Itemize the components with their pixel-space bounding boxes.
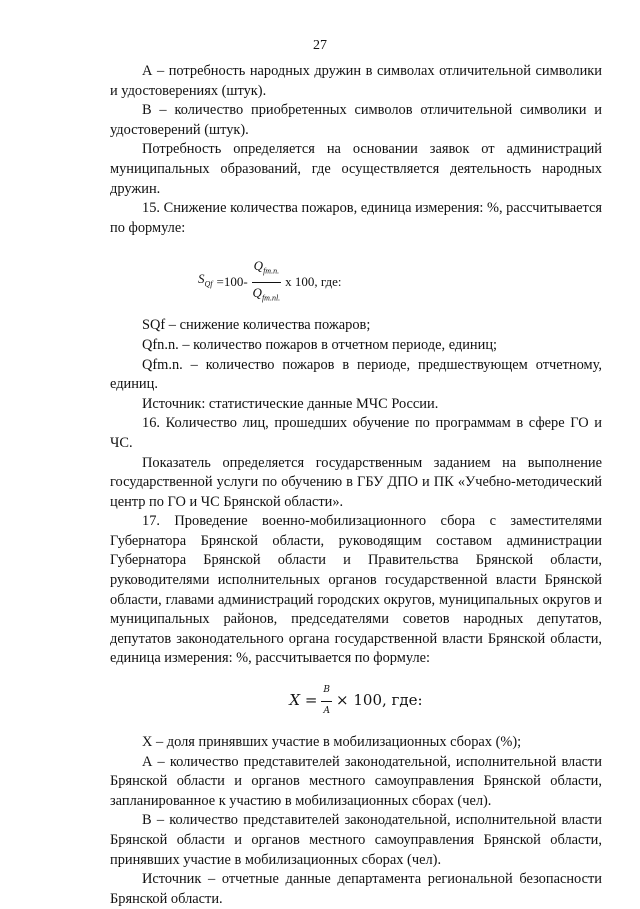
formula-eq: =100- — [216, 274, 248, 290]
source-mchs: Источник: статистические данные МЧС России. — [142, 395, 439, 412]
formula-fraction: $\frac{Q_{fm.n.}}{Q_{fm.nl.}}$ — [252, 258, 281, 303]
definition-qfmn: Qfm.n. – количество пожаров в периоде, предшествующем отчетному, единиц. — [110, 356, 602, 393]
definition-x: Х – доля принявших участие в мобилизационных сборах (%); — [142, 734, 522, 751]
paragraph-a-need: А – потребность народных дружин в символах отличительной символики и удостоверениях (штук). — [110, 63, 602, 99]
paragraph-item-16: 16. Количество лиц, прошедших обучение по программам в сфере ГО и ЧС. — [110, 415, 602, 451]
definition-sqf: SQf – снижение количества пожаров; — [142, 317, 371, 334]
fire-reduction-formula — [110, 250, 602, 308]
paragraph-state-task: Показатель определяется государственным заданием на выполнение государственной услуги по обучению в ГБУ ДПО и ПК «Учебно-методический центр по ГО и ЧС Брянской области». — [110, 454, 602, 510]
paragraph-b-purchased: В – количество приобретенных символов отличительной символики и удостоверений (штук). — [110, 102, 602, 138]
paragraph-need-basis: Потребность определяется на основании заявок от администраций муниципальных образований, где осуществляется деятельность народных дружин. — [110, 141, 602, 197]
document-body — [110, 62, 602, 909]
definition-qfnn: Qfn.n. – количество пожаров в отчетном периоде, единиц; — [142, 336, 498, 353]
paragraph-item-17: 17. Проведение военно-мобилизационного сбора с заместителями Губернатора Брянской области, руководящим составом администрации Губернатора Брянской области и Правительства Брянской области, руководителями исполнительных органов государственной власти Брянской области, главами администраций городских округов, муниципальных округов и муниципальных районов, председателями советов народных депутатов, депутатов законодательного органа государственной власти Брянской области, единица измерения: %, рассчитывается по формуле: — [110, 513, 602, 667]
paragraph-item-15: 15. Снижение количества пожаров, единица измерения: %, рассчитывается по формуле: — [110, 200, 602, 236]
formula-tail: x 100, где: — [285, 274, 342, 290]
page-number: 27 — [313, 38, 327, 53]
formula-lhs: $S_{Qf}$ — [198, 271, 213, 290]
source-department: Источник – отчетные данные департамента региональной безопасности Брянской области. — [110, 871, 602, 907]
mobilization-formula: X = $\frac{B}{A}$ × 100, где: — [110, 679, 602, 723]
definition-a: А – количество представителей законодательной, исполнительной власти Брянской области и органов местного самоуправления Брянской области, запланированное к участию в мобилизационных сборах (чел). — [110, 753, 602, 809]
definition-b: В – количество представителей законодательной, исполнительной власти Брянской области и органов местного самоуправления Брянской области, принявших участие в мобилизационных сборах (чел). — [110, 812, 602, 868]
